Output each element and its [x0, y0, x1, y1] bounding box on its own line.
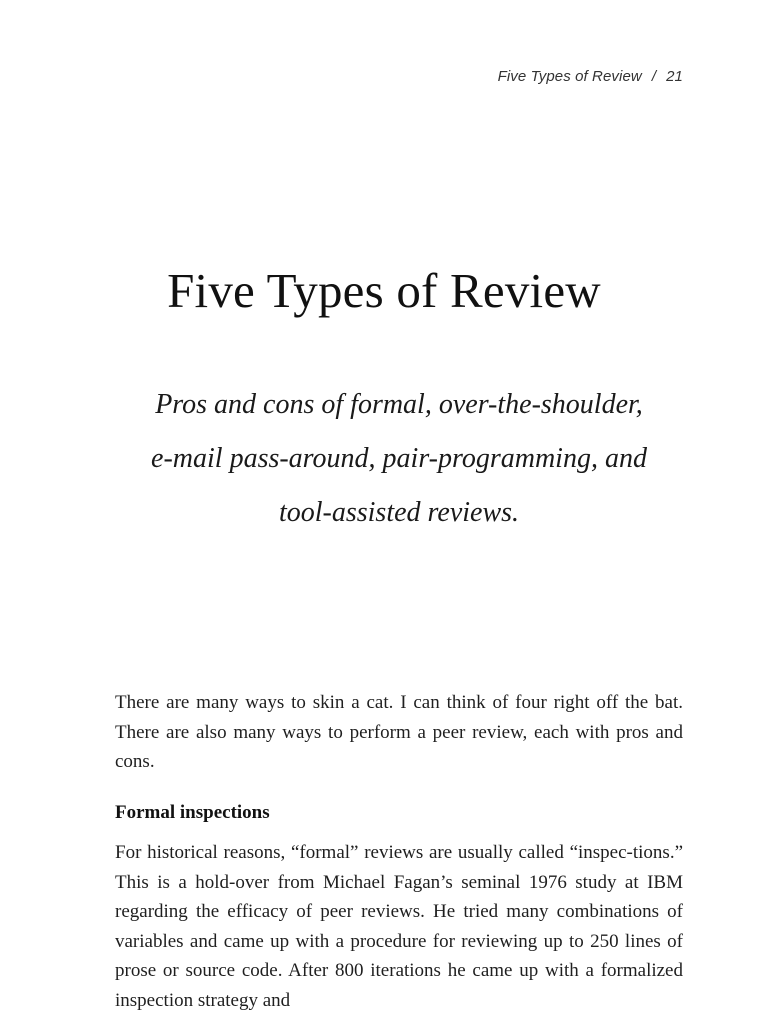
section-paragraph: For historical reasons, “formal” reviews are usually called “inspec-tions.” This is a hold-over from Michael Fagan’s seminal 1976 study at IBM regarding the efficacy of peer reviews. He tried many combinations of variables and came up with a procedure for reviewing up to 250 lines of prose or source code. After 800 iterations he came up with a formalized inspection strategy and	[115, 842, 683, 1011]
chapter-subtitle: Pros and cons of formal, over-the-shoulder, e-mail pass-around, pair-programming, and tool-assisted reviews.	[151, 389, 647, 528]
intro-paragraph: There are many ways to skin a cat. I can think of four right off the bat. There are also many ways to perform a peer review, each with pros and cons.	[115, 692, 683, 773]
chapter-title: Five Types of Review	[167, 263, 601, 318]
running-header-separator: /	[651, 68, 657, 85]
section-heading: Formal inspections	[115, 802, 270, 823]
page-number: 21	[666, 68, 683, 85]
running-header-chapter: Five Types of Review	[497, 68, 642, 85]
running-header	[498, 68, 683, 85]
